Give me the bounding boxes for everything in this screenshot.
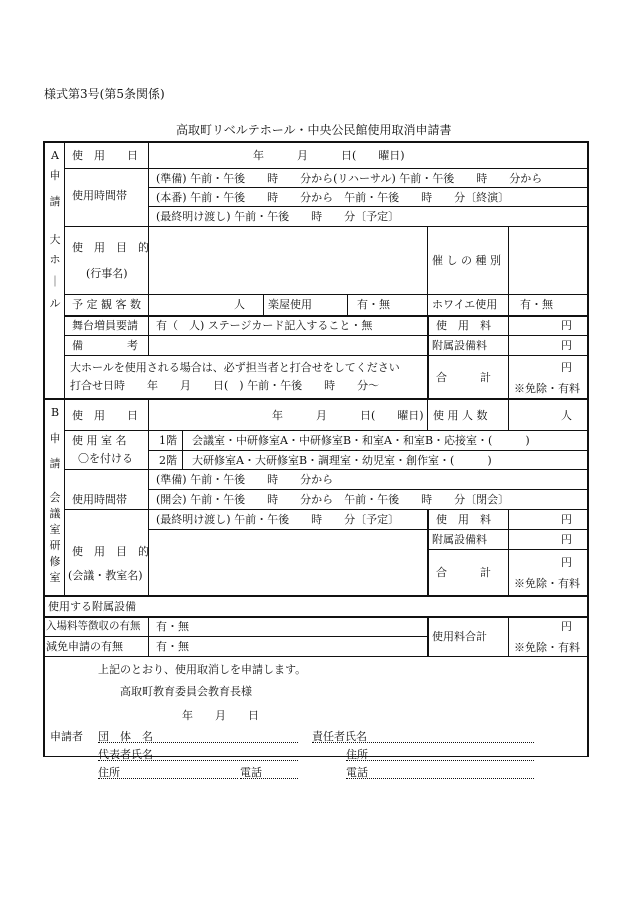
purpose-label: 使 用 目 的 (72, 545, 149, 558)
time-row-prep[interactable]: (準備) 午前・午後 時 分から(リハーサル) 午前・午後 時 分から (156, 172, 543, 185)
fee-total-unit: 円 (561, 620, 572, 633)
address-label: 住所 (346, 748, 368, 761)
section-a-letter: A (51, 149, 59, 162)
responsible-name-label: 責任者氏名 (312, 730, 367, 743)
equipment-fee-unit: 円 (561, 533, 572, 546)
representative-name-label: 代表者氏名 (98, 748, 153, 761)
section-b-side-char: 室 (49, 523, 61, 536)
organization-name-label: 団 体 名 (98, 730, 153, 743)
time-slot-label: 使用時間帯 (72, 189, 127, 202)
phone-field[interactable] (346, 778, 534, 779)
equipment-fee-unit: 円 (561, 339, 572, 352)
form-title: 高取町リベルテホール・中央公民館使用取消申請書 (176, 123, 452, 137)
total-label: 合 計 (436, 566, 491, 579)
section-b-side-char: 室 (49, 571, 61, 584)
fee-total-note: ※免除・有料 (514, 641, 580, 654)
people-count-label: 使 用 人 数 (433, 409, 488, 422)
hall-notice: 大ホールを使用される場合は、必ず担当者と打合せをしてください (70, 361, 400, 374)
responsible-name-field[interactable] (312, 742, 534, 743)
floor-1-label: 1階 (159, 434, 177, 447)
section-a-side-char: ｜ (49, 275, 61, 288)
address-field[interactable] (98, 778, 238, 779)
use-date-label: 使 用 日 (72, 409, 138, 422)
room-name-hint: 〇を付ける (78, 452, 133, 465)
total-label: 合 計 (436, 371, 491, 384)
total-note: ※免除・有料 (514, 382, 580, 395)
use-date-field[interactable]: 年 月 日( 曜日) (272, 409, 424, 422)
purpose-sublabel: (会議・教室名) (68, 569, 143, 582)
floor-2-label: 2階 (159, 454, 177, 467)
foyer-choice[interactable]: 有・無 (520, 298, 553, 311)
dressing-room-choice[interactable]: 有・無 (357, 298, 390, 311)
fee-label: 使 用 料 (436, 513, 491, 526)
dressing-room-label: 楽屋使用 (268, 298, 312, 311)
organization-name-field[interactable] (98, 742, 298, 743)
remarks-label: 備 考 (72, 339, 138, 352)
time-row-open[interactable]: (開会) 午前・午後 時 分から 午前・午後 時 分〔閉会〕 (156, 493, 510, 506)
use-date-label: 使 用 日 (72, 149, 138, 162)
addressee: 高取町教育委員会教育長様 (120, 685, 252, 698)
admission-fee-label: 入場料等徴収の有無 (46, 620, 141, 632)
event-type-label: 催 し の 種 別 (432, 254, 501, 267)
purpose-sublabel: (行事名) (86, 267, 128, 280)
phone-label: 電話 (240, 766, 262, 779)
audience-unit: 人 (234, 298, 245, 311)
people-count-unit: 人 (561, 409, 572, 422)
section-a-side-char: 申 (49, 169, 61, 182)
equipment-used-label: 使用する附属設備 (48, 600, 136, 613)
section-a-side-char: ホ (49, 253, 61, 266)
section-b-side-char: 会 (49, 491, 61, 504)
section-a-side-char: 大 (49, 233, 61, 246)
time-row-final[interactable]: (最終明け渡し) 午前・午後 時 分〔予定〕 (156, 513, 400, 526)
equipment-fee-label: 附属設備料 (432, 339, 487, 352)
phone-field[interactable] (240, 778, 298, 779)
declaration-text: 上記のとおり、使用取消しを申請します。 (98, 663, 307, 676)
form-number: 様式第3号(第5条関係) (44, 87, 165, 101)
section-b-side-char: 修 (49, 555, 61, 568)
floor-1-rooms[interactable]: 会議室・中研修室A・中研修室B・和室A・和室B・応接室・( ) (192, 434, 530, 447)
total-unit: 円 (561, 556, 572, 569)
time-slot-label: 使用時間帯 (72, 493, 127, 506)
total-note: ※免除・有料 (514, 577, 580, 590)
applicant-label: 申請者 (50, 730, 83, 743)
room-name-label: 使 用 室 名 (72, 434, 127, 447)
fee-unit: 円 (561, 319, 572, 332)
equipment-fee-label: 附属設備料 (432, 533, 487, 546)
section-b-side-char: 議 (49, 507, 61, 520)
time-row-prep[interactable]: (準備) 午前・午後 時 分から (156, 473, 334, 486)
exemption-label: 減免申請の有無 (46, 640, 123, 653)
time-row-main[interactable]: (本番) 午前・午後 時 分から 午前・午後 時 分〔終演〕 (156, 191, 510, 204)
exemption-choice[interactable]: 有・無 (156, 640, 189, 653)
meeting-datetime[interactable]: 打合せ日時 年 月 日( ) 午前・午後 時 分〜 (70, 379, 380, 392)
foyer-label: ホワイエ使用 (432, 298, 498, 311)
section-b-side-char: 請 (49, 457, 61, 470)
admission-fee-choice[interactable]: 有・無 (156, 620, 189, 633)
section-a-side-char: ル (49, 297, 61, 310)
stage-staff-choice[interactable]: 有（ 人) ステージカード記入すること・無 (156, 319, 373, 332)
purpose-label: 使 用 目 的 (72, 241, 149, 254)
time-row-final[interactable]: (最終明け渡し) 午前・午後 時 分〔予定〕 (156, 210, 400, 223)
floor-2-rooms[interactable]: 大研修室A・大研修室B・調理室・幼児室・創作室・( ) (192, 454, 492, 467)
address-label: 住所 (98, 766, 120, 779)
stage-staff-label: 舞台増員要請 (72, 319, 138, 332)
phone-label: 電話 (346, 766, 368, 779)
application-date[interactable]: 年 月 日 (182, 709, 259, 722)
address-field[interactable] (346, 760, 534, 761)
audience-label: 予 定 観 客 数 (72, 298, 141, 311)
section-b-letter: B (50, 406, 60, 419)
representative-name-field[interactable] (98, 760, 298, 761)
section-a-side-char: 請 (49, 195, 61, 208)
fee-label: 使 用 料 (436, 319, 491, 332)
section-b-side-char: 申 (49, 432, 61, 445)
fee-unit: 円 (561, 513, 572, 526)
use-date-field[interactable]: 年 月 日( 曜日) (253, 149, 405, 162)
section-b-side-char: 研 (49, 539, 61, 552)
total-unit: 円 (561, 361, 572, 374)
fee-total-label: 使用料合計 (432, 630, 487, 643)
